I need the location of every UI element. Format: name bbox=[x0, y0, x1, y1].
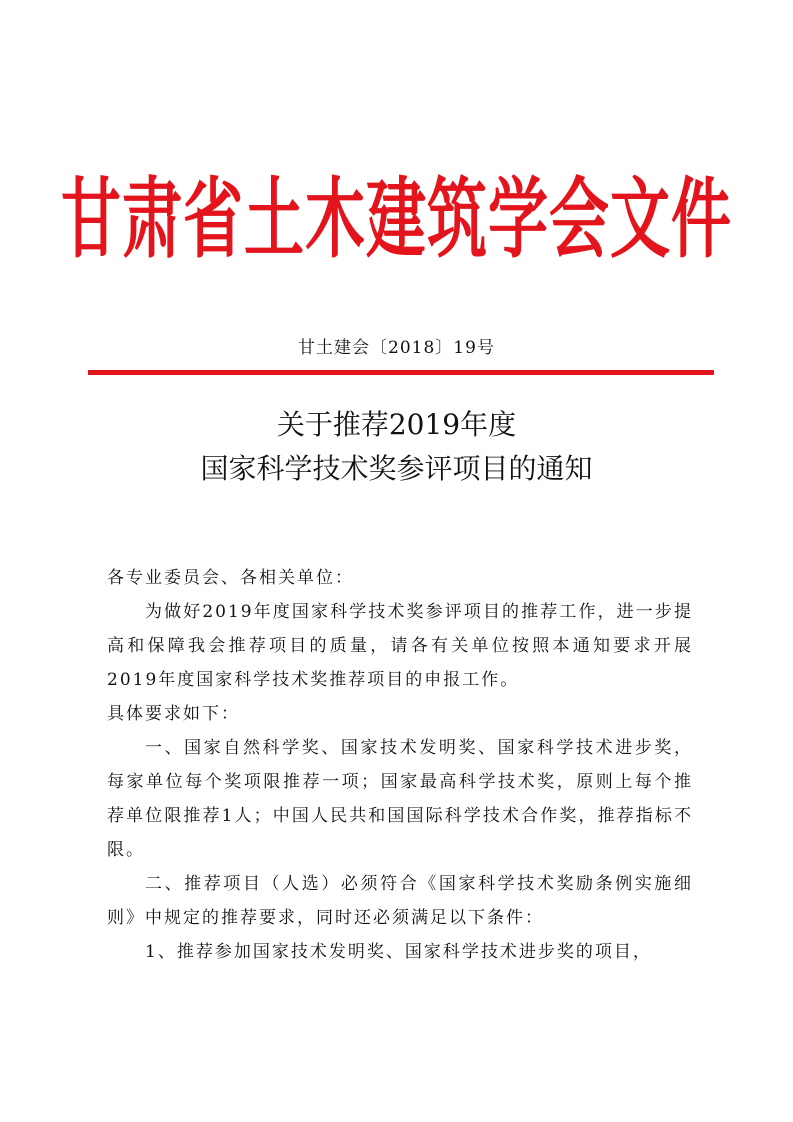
notice-title-line-1: 关于推荐2019年度 bbox=[276, 408, 517, 441]
body-paragraph: 一、国家自然科学奖、国家技术发明奖、国家科学技术进步奖，每家单位每个奖项限推荐一项；国家最高科学技术奖，原则上每个推荐单位限推荐1人；中国人民共和国国际科学技术合作奖，推荐指标不限。 bbox=[107, 738, 693, 860]
red-separator-line bbox=[88, 370, 714, 375]
notice-title bbox=[0, 403, 793, 491]
document-header-title: 甘肃省土木建筑学会文件 bbox=[61, 169, 732, 271]
body-paragraph: 为做好2019年度国家科学技术奖参评项目的推荐工作，进一步提高和保障我会推荐项目的质量，请各有关单位按照本通知要求开展2019年度国家科学技术奖推荐项目的申报工作。 bbox=[107, 602, 693, 690]
notice-title-line-2: 国家科学技术奖参评项目的通知 bbox=[200, 452, 593, 485]
document-number: 甘土建会〔2018〕19号 bbox=[298, 338, 495, 358]
requirements-intro: 具体要求如下： bbox=[107, 704, 240, 724]
salutation: 各专业委员会、各相关单位： bbox=[107, 568, 354, 588]
body-paragraph: 二、推荐项目（人选）必须符合《国家科学技术奖励条例实施细则》中规定的推荐要求，同时还必须满足以下条件： bbox=[107, 874, 693, 928]
body-paragraph: 1、推荐参加国家技术发明奖、国家科学技术进步奖的项目， bbox=[145, 942, 652, 962]
notice-body bbox=[107, 561, 693, 969]
